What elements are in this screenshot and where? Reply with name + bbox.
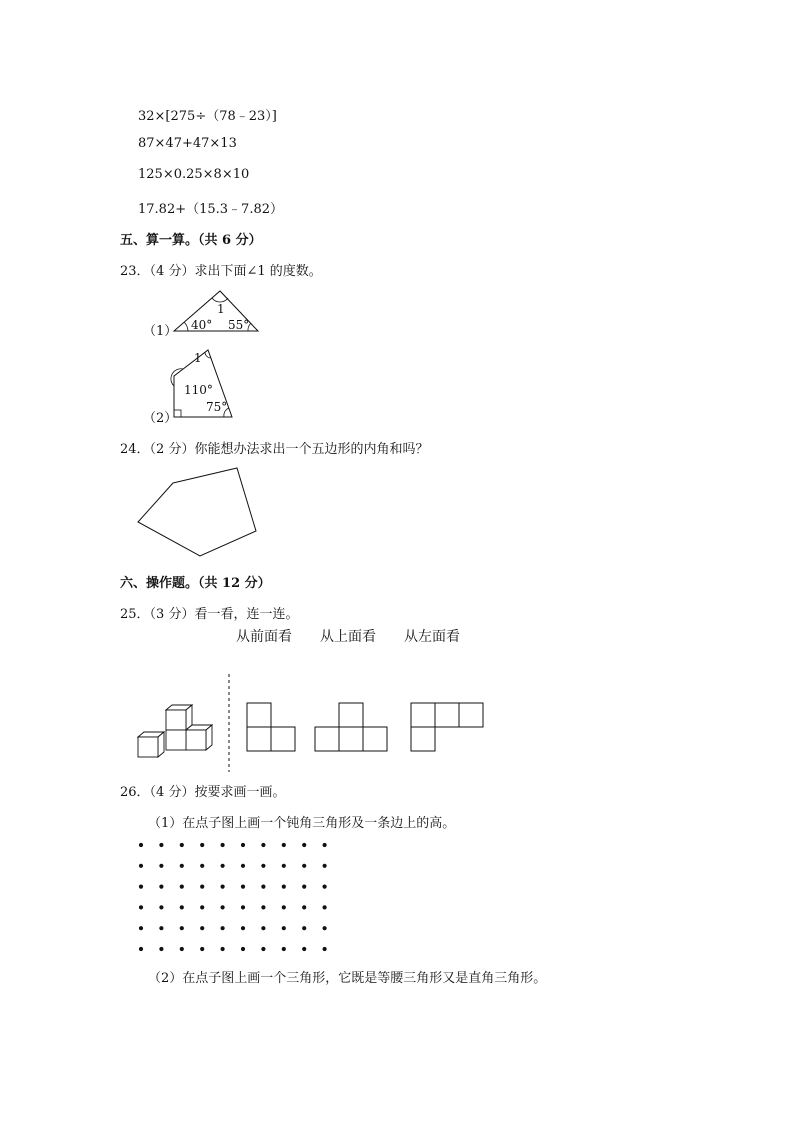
view-top-label: 从上面看 bbox=[320, 629, 376, 645]
grid-dot bbox=[323, 864, 327, 868]
grid-dot bbox=[200, 926, 204, 930]
view-option-b bbox=[314, 702, 390, 754]
grid-dot bbox=[200, 947, 204, 951]
grid-dot bbox=[241, 947, 245, 951]
view-option-c bbox=[410, 702, 488, 754]
grid-dot bbox=[261, 905, 265, 909]
grid-dot bbox=[221, 905, 225, 909]
grid-dot bbox=[221, 926, 225, 930]
grid-dot bbox=[282, 905, 286, 909]
grid-dot bbox=[139, 864, 143, 868]
expression-2: 87×47+47×13 bbox=[138, 136, 237, 151]
question-26-stem: 26．（4 分）按要求画一画。 bbox=[120, 785, 286, 800]
grid-dot bbox=[180, 947, 184, 951]
grid-dot bbox=[302, 905, 306, 909]
grid-dot bbox=[221, 885, 225, 889]
quadrilateral-figure bbox=[170, 346, 236, 420]
grid-dot bbox=[200, 885, 204, 889]
grid-dot bbox=[200, 843, 204, 847]
grid-dot bbox=[323, 885, 327, 889]
grid-dot bbox=[139, 947, 143, 951]
grid-dot bbox=[261, 947, 265, 951]
grid-dot bbox=[200, 864, 204, 868]
grid-dot bbox=[159, 843, 163, 847]
grid-dot bbox=[159, 947, 163, 951]
grid-dot bbox=[302, 864, 306, 868]
view-front-label: 从前面看 bbox=[236, 629, 292, 645]
question-26-part-2: （2）在点子图上画一个三角形，它既是等腰三角形又是直角三角形。 bbox=[148, 971, 547, 986]
grid-dot bbox=[159, 905, 163, 909]
pentagon-figure bbox=[130, 462, 270, 562]
figure-1-label: （1） bbox=[143, 324, 178, 339]
grid-dot bbox=[159, 926, 163, 930]
grid-dot bbox=[261, 885, 265, 889]
expression-1: 32×[275÷（78﹣23）] bbox=[138, 109, 277, 124]
grid-dot bbox=[261, 843, 265, 847]
angle-40-label: 40° bbox=[191, 318, 213, 332]
section-6-title: 六、操作题。（共 12 分） bbox=[120, 576, 271, 591]
grid-dot bbox=[282, 947, 286, 951]
grid-dot bbox=[323, 843, 327, 847]
question-25-stem: 25．（3 分）看一看，连一连。 bbox=[120, 607, 299, 622]
grid-dot bbox=[282, 926, 286, 930]
grid-dot bbox=[323, 926, 327, 930]
angle-75-label: 75° bbox=[206, 400, 228, 414]
grid-dot bbox=[282, 843, 286, 847]
grid-dot bbox=[180, 905, 184, 909]
section-5-title: 五、算一算。（共 6 分） bbox=[120, 233, 262, 248]
grid-dot bbox=[139, 905, 143, 909]
grid-dot bbox=[221, 843, 225, 847]
grid-dot bbox=[302, 926, 306, 930]
view-option-a bbox=[246, 702, 298, 754]
grid-dot bbox=[302, 947, 306, 951]
view-left-label: 从左面看 bbox=[404, 629, 460, 645]
dot-grid[interactable] bbox=[136, 840, 330, 952]
divider-dashed-line bbox=[228, 674, 230, 772]
angle-1-mark: 1 bbox=[194, 351, 202, 365]
grid-dot bbox=[159, 864, 163, 868]
grid-dot bbox=[282, 864, 286, 868]
grid-dot bbox=[139, 843, 143, 847]
grid-dot bbox=[323, 905, 327, 909]
grid-dot bbox=[323, 947, 327, 951]
grid-dot bbox=[139, 885, 143, 889]
grid-dot bbox=[159, 885, 163, 889]
grid-dot bbox=[139, 926, 143, 930]
grid-dot bbox=[302, 843, 306, 847]
grid-dot bbox=[180, 926, 184, 930]
grid-dot bbox=[180, 864, 184, 868]
cube-stack-figure bbox=[134, 700, 224, 762]
figure-2-label: （2） bbox=[143, 411, 178, 426]
grid-dot bbox=[241, 926, 245, 930]
grid-dot bbox=[302, 885, 306, 889]
grid-dot bbox=[200, 905, 204, 909]
grid-dot bbox=[241, 843, 245, 847]
grid-dot bbox=[241, 905, 245, 909]
grid-dot bbox=[180, 885, 184, 889]
angle-55-label: 55° bbox=[228, 318, 250, 332]
grid-dot bbox=[282, 885, 286, 889]
question-24-stem: 24．（2 分）你能想办法求出一个五边形的内角和吗？ bbox=[120, 442, 429, 457]
grid-dot bbox=[261, 864, 265, 868]
expression-4: 17.82+（15.3﹣7.82） bbox=[138, 202, 283, 217]
grid-dot bbox=[180, 843, 184, 847]
angle-1-mark: 1 bbox=[217, 302, 225, 316]
triangle-figure bbox=[170, 288, 262, 334]
question-23-stem: 23．（4 分）求出下面∠1 的度数。 bbox=[120, 264, 322, 279]
grid-dot bbox=[221, 864, 225, 868]
grid-dot bbox=[241, 885, 245, 889]
grid-dot bbox=[241, 864, 245, 868]
expression-3: 125×0.25×8×10 bbox=[138, 167, 250, 182]
angle-110-label: 110° bbox=[184, 383, 213, 397]
grid-dot bbox=[221, 947, 225, 951]
question-26-part-1: （1）在点子图上画一个钝角三角形及一条边上的高。 bbox=[148, 816, 456, 831]
grid-dot bbox=[261, 926, 265, 930]
